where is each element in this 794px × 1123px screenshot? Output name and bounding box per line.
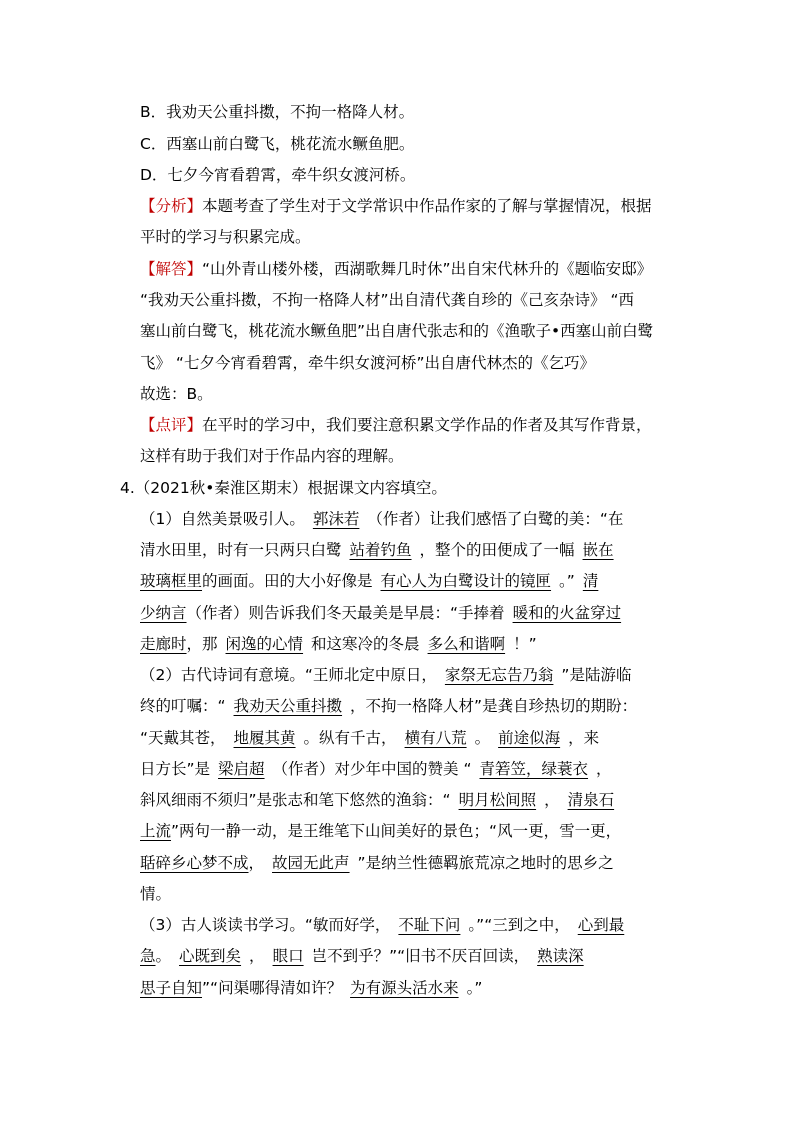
blank-answer: 思子自知	[140, 979, 203, 997]
blank-answer: 不耻下问	[398, 916, 461, 934]
blank-answer: 青箬笠，绿蓑衣	[479, 760, 589, 778]
blank-answer: 梁启超	[218, 760, 265, 778]
p1-text: 的画面。田的大小好像是	[202, 572, 373, 590]
p3-text: 。”	[466, 979, 483, 997]
analysis-tag: 【分析】	[140, 197, 203, 215]
blank-answer: 走廊时	[140, 635, 187, 653]
blank-answer: 嵌在	[582, 541, 614, 559]
answer-choose: 故选：B。	[140, 385, 213, 403]
blank-answer: 急	[140, 947, 156, 965]
p2-text: ，	[248, 854, 265, 872]
p2-line-8: 情。	[140, 885, 172, 903]
p2-text: （2）古代诗词有意境。“王师北定中原日，	[140, 666, 437, 684]
p2-text: ，不拘一格降人材”是龚自珍热切的期盼：	[350, 697, 638, 715]
p3-line-1	[140, 915, 632, 935]
p3-line-2	[140, 946, 592, 966]
p2-text: 日方长”是	[140, 760, 211, 778]
p1-text: ，整个的田便成了一幅	[419, 541, 575, 559]
choice-d: D．七夕今宵看碧霄，牵牛织女渡河桥。	[140, 166, 416, 184]
answer-line-4: 飞》 “七夕今宵看碧霄，牵牛织女渡河桥”出自唐代林杰的《乞巧》	[140, 354, 595, 372]
comment-line-1	[140, 415, 652, 435]
p1-line-2	[140, 540, 622, 560]
blank-answer: 多么和谐啊	[427, 635, 506, 653]
blank-answer: 少纳言	[140, 604, 187, 622]
question-4-header: 4.（2021秋•秦淮区期末）根据课文内容填空。	[120, 479, 447, 497]
p2-text: 斜风细雨不须归”是张志和笔下悠然的渔翁：“	[140, 791, 451, 809]
blank-answer: 为有源头活水来	[350, 979, 459, 997]
p3-text: （3）古人谈读书学习。“敏而好学，	[140, 916, 391, 934]
blank-answer: 家祭无忘告乃翁	[444, 666, 554, 684]
blank-answer: 有心人为白鹭设计的镜匣	[380, 572, 552, 590]
blank-answer: 玻璃框里	[140, 572, 203, 590]
p2-text: 。纵有千古，	[303, 729, 397, 747]
blank-answer: 清泉石	[567, 791, 615, 809]
blank-answer: 郭沫若	[312, 510, 360, 528]
p3-text: 。”“三到之中，	[468, 916, 570, 934]
p2-text: ，来	[568, 729, 600, 747]
p2-line-2	[140, 696, 637, 716]
p2-text: 终的叮嘱：“	[140, 697, 226, 715]
p1-text: （1）自然美景吸引人。	[140, 510, 305, 528]
p2-line-7	[140, 853, 614, 873]
p2-text: ”两句一静一动，是王维笔下山间美好的景色；“风一更，雪一更，	[171, 822, 622, 840]
p1-line-1	[140, 509, 623, 529]
p2-text: ，	[596, 760, 612, 778]
blank-answer: 心既到矣	[179, 947, 242, 965]
blank-answer: 熟读深	[537, 947, 584, 965]
blank-answer: 聒碎乡心梦不成	[140, 854, 249, 872]
p2-line-6	[140, 821, 621, 841]
comment-tag: 【点评】	[140, 416, 203, 434]
comment-line-2: 这样有助于我们对于作品内容的理解。	[140, 447, 404, 465]
answer-tag: 【解答】	[140, 260, 203, 278]
p1-text: （作者）则告诉我们冬天最美是早晨：“手捧着	[186, 604, 505, 622]
p1-text: ，那	[186, 635, 218, 653]
analysis-text-1: 本题考查了学生对于文学常识中作品作家的了解与掌握情况，根据	[202, 197, 652, 215]
blank-answer: 前途似海	[498, 729, 561, 747]
p3-line-3	[140, 978, 482, 998]
p1-text: 和这寒冷的冬晨	[311, 635, 420, 653]
p1-line-4	[140, 603, 629, 623]
p1-text: 清水田里，时有一只两只白鹭	[140, 541, 342, 559]
p2-text: （作者）对少年中国的赞美 “	[272, 760, 472, 778]
p2-line-5	[140, 790, 622, 810]
p1-line-3	[140, 571, 606, 591]
p3-text: 。	[155, 947, 172, 965]
p1-text: （作者）让我们感悟了白鹭的美：“在	[367, 510, 624, 528]
p2-line-3	[140, 728, 599, 748]
comment-text-1: 在平时的学习中，我们要注意积累文学作品的作者及其写作背景，	[202, 416, 652, 434]
p3-text: ，	[249, 947, 265, 965]
p3-text: 岂不到乎？”“旧书不厌百回读，	[311, 947, 530, 965]
blank-answer: 地履其黄	[233, 729, 296, 747]
blank-answer: 上流	[140, 822, 172, 840]
blank-answer: 站着钓鱼	[349, 541, 412, 559]
answer-line-3: 塞山前白鹭飞，桃花流水鳜鱼肥”出自唐代张志和的《渔歌子•西塞山前白鹭	[140, 322, 654, 340]
p1-line-5	[140, 634, 537, 654]
p2-text: “天戴其苍，	[140, 729, 226, 747]
blank-answer: 心到最	[577, 916, 625, 934]
answer-line-1	[140, 259, 652, 279]
p2-text: ”是纳兰性德羁旅荒凉之地时的思乡之	[357, 854, 614, 872]
answer-line-2: “我劝天公重抖擞，不拘一格降人材”出自清代龚自珍的《己亥杂诗》 “西	[140, 291, 635, 309]
blank-answer: 横有八荒	[404, 729, 467, 747]
blank-answer: 闲逸的心情	[225, 635, 304, 653]
p2-text: ”是陆游临	[561, 666, 632, 684]
analysis-line-2: 平时的学习与积累完成。	[140, 228, 311, 246]
p1-text: 。”	[559, 572, 575, 590]
blank-answer: 我劝天公重抖擞	[233, 697, 343, 715]
p2-text: ，	[544, 791, 560, 809]
blank-answer: 故园无此声	[272, 854, 350, 872]
p2-text: 。	[474, 729, 491, 747]
p2-line-1	[140, 665, 631, 685]
analysis-line-1	[140, 196, 652, 216]
p1-text: ！”	[513, 635, 537, 653]
choice-b: B．我劝天公重抖擞，不拘一格降人材。	[140, 103, 415, 121]
blank-answer: 眼口	[272, 947, 304, 965]
blank-answer: 明月松间照	[458, 791, 537, 809]
answer-text-1: “山外青山楼外楼，西湖歌舞几时休”出自宋代林升的《题临安邸》	[202, 260, 653, 278]
blank-answer: 暖和的火盆穿过	[512, 604, 622, 622]
blank-answer: 清	[582, 572, 599, 590]
p2-line-4	[140, 759, 612, 779]
choice-c: C．西塞山前白鹭飞，桃花流水鳜鱼肥。	[140, 135, 415, 153]
p3-text: ”“问渠哪得清如许？	[202, 979, 343, 997]
